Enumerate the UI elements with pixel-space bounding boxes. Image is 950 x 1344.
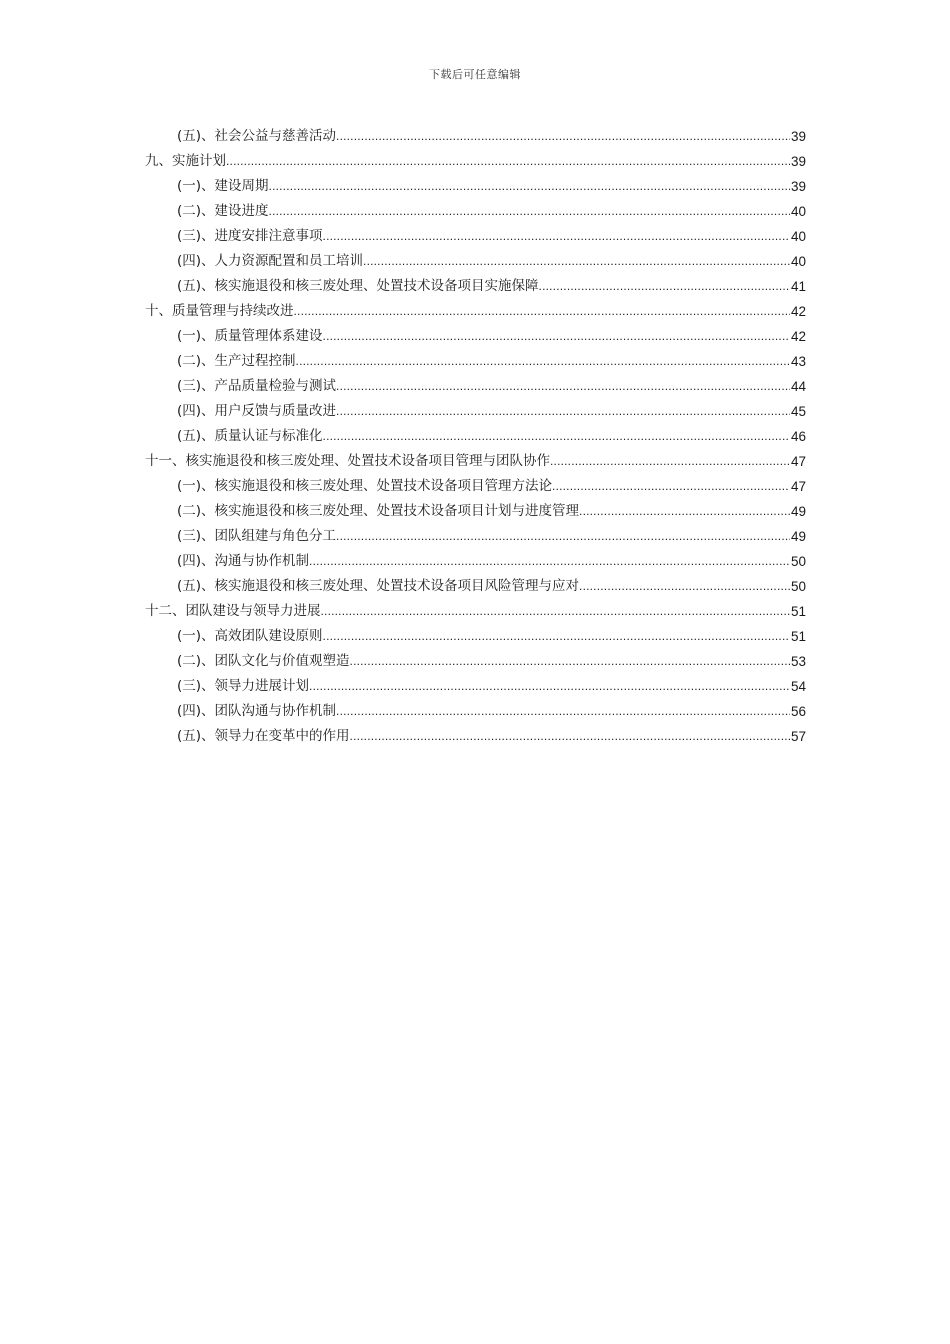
toc-entry-title: (二)、团队文化与价值观塑造 [177,653,350,669]
toc-section-entry[interactable] [145,674,806,699]
toc-page-number: 39 [790,154,806,169]
toc-dot-leader [309,549,790,574]
toc-chapter-entry[interactable] [145,299,806,324]
toc-page-number: 41 [790,279,806,294]
toc-entry-title: (五)、社会公益与慈善活动 [177,128,337,144]
toc-page-number: 42 [790,329,806,344]
toc-section-entry[interactable] [145,474,806,499]
toc-page-number: 40 [790,254,806,269]
toc-entry-title: (四)、沟通与协作机制 [177,553,310,569]
toc-dot-leader [550,449,790,474]
toc-section-entry[interactable] [145,124,806,149]
toc-dot-leader [336,699,790,724]
toc-entry-title: (五)、核实施退役和核三废处理、处置技术设备项目实施保障 [177,278,539,294]
toc-page-number: 50 [790,554,806,569]
toc-dot-leader [350,649,790,674]
toc-dot-leader [336,374,790,399]
toc-entry-title: (四)、团队沟通与协作机制 [177,703,337,719]
toc-page-number: 46 [790,429,806,444]
toc-entry-title: (四)、人力资源配置和员工培训 [177,253,364,269]
toc-dot-leader [323,624,790,649]
toc-section-entry[interactable] [145,549,806,574]
toc-entry-title: (四)、用户反馈与质量改进 [177,403,337,419]
toc-page-number: 56 [790,704,806,719]
toc-entry-title: (五)、领导力在变革中的作用 [177,728,350,744]
toc-entry-title: 十一、核实施退役和核三废处理、处置技术设备项目管理与团队协作 [145,453,550,469]
toc-section-entry[interactable] [145,249,806,274]
toc-section-entry[interactable] [145,699,806,724]
toc-entry-title: (五)、核实施退役和核三废处理、处置技术设备项目风险管理与应对 [177,578,580,594]
toc-dot-leader [350,724,790,749]
toc-dot-leader [296,349,790,374]
toc-entry-title: (一)、质量管理体系建设 [177,328,323,344]
toc-section-entry[interactable] [145,399,806,424]
toc-page-number: 40 [790,229,806,244]
toc-entry-title: (二)、核实施退役和核三废处理、处置技术设备项目计划与进度管理 [177,503,580,519]
toc-dot-leader [363,249,790,274]
toc-section-entry[interactable] [145,374,806,399]
toc-dot-leader [539,274,790,299]
toc-section-entry[interactable] [145,174,806,199]
table-of-contents [145,124,806,749]
toc-dot-leader [294,299,790,324]
toc-entry-title: 十二、团队建设与领导力进展 [145,603,321,619]
toc-page-number: 47 [790,479,806,494]
toc-section-entry[interactable] [145,724,806,749]
toc-entry-title: (二)、生产过程控制 [177,353,296,369]
toc-dot-leader [309,674,790,699]
toc-entry-title: (三)、产品质量检验与测试 [177,378,337,394]
toc-chapter-entry[interactable] [145,449,806,474]
toc-entry-title: (一)、高效团队建设原则 [177,628,323,644]
toc-section-entry[interactable] [145,424,806,449]
toc-page-number: 45 [790,404,806,419]
toc-page-number: 39 [790,179,806,194]
toc-entry-title: 九、实施计划 [145,153,226,169]
toc-section-entry[interactable] [145,574,806,599]
toc-page-number: 39 [790,129,806,144]
toc-entry-title: (三)、团队组建与角色分工 [177,528,337,544]
toc-entry-title: (一)、核实施退役和核三废处理、处置技术设备项目管理方法论 [177,478,553,494]
toc-entry-title: (一)、建设周期 [177,178,269,194]
toc-dot-leader [321,599,790,624]
toc-dot-leader [269,174,790,199]
toc-dot-leader [579,499,790,524]
toc-dot-leader [226,149,790,174]
toc-dot-leader [336,524,790,549]
toc-page-number: 51 [790,629,806,644]
toc-dot-leader [552,474,790,499]
toc-page-number: 49 [790,529,806,544]
toc-page-number: 42 [790,304,806,319]
toc-section-entry[interactable] [145,499,806,524]
toc-page-number: 49 [790,504,806,519]
page-header: 下载后可任意编辑 [429,68,521,81]
toc-dot-leader [269,199,790,224]
toc-section-entry[interactable] [145,324,806,349]
toc-page-number: 57 [790,729,806,744]
toc-dot-leader [336,124,790,149]
toc-page-number: 53 [790,654,806,669]
toc-dot-leader [579,574,790,599]
toc-dot-leader [323,224,790,249]
toc-section-entry[interactable] [145,224,806,249]
toc-entry-title: (三)、领导力进展计划 [177,678,310,694]
toc-dot-leader [323,324,790,349]
toc-page-number: 43 [790,354,806,369]
toc-entry-title: (二)、建设进度 [177,203,269,219]
toc-chapter-entry[interactable] [145,149,806,174]
toc-entry-title: (三)、进度安排注意事项 [177,228,323,244]
toc-section-entry[interactable] [145,199,806,224]
toc-page-number: 44 [790,379,806,394]
toc-page-number: 40 [790,204,806,219]
toc-dot-leader [336,399,790,424]
toc-entry-title: (五)、质量认证与标准化 [177,428,323,444]
toc-page-number: 51 [790,604,806,619]
toc-section-entry[interactable] [145,624,806,649]
toc-section-entry[interactable] [145,524,806,549]
toc-section-entry[interactable] [145,349,806,374]
toc-entry-title: 十、质量管理与持续改进 [145,303,294,319]
toc-section-entry[interactable] [145,649,806,674]
toc-page-number: 50 [790,579,806,594]
toc-chapter-entry[interactable] [145,599,806,624]
toc-page-number: 54 [790,679,806,694]
toc-page-number: 47 [790,454,806,469]
toc-section-entry[interactable] [145,274,806,299]
toc-dot-leader [323,424,790,449]
